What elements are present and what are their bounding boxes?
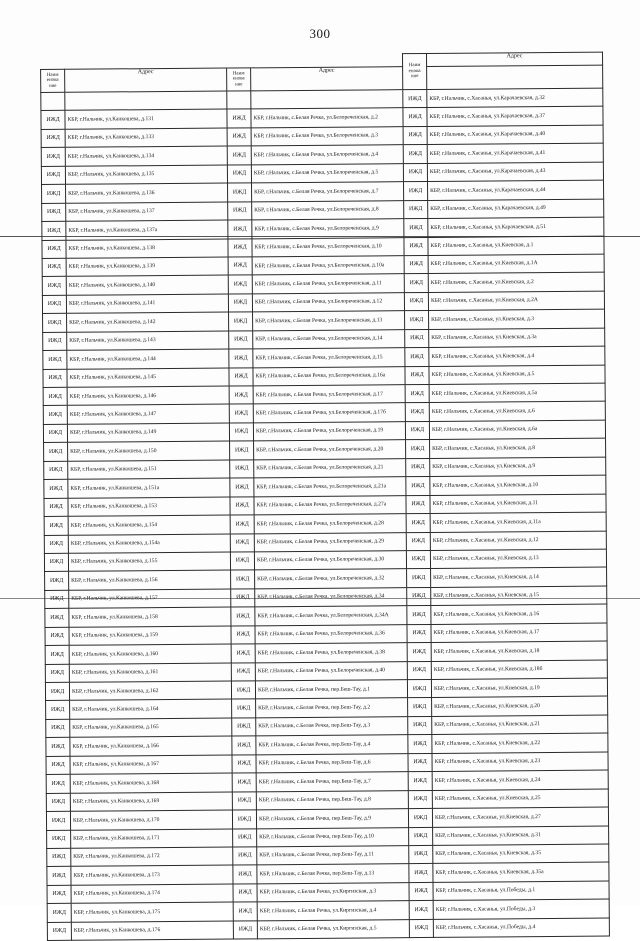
address-cell: КБР, г.Нальчик, с.Хасанья, ул.Киевская, д.3 (429, 309, 605, 329)
building-type-cell: ИЖД (406, 532, 430, 551)
building-type-cell: ИЖД (403, 182, 427, 201)
building-type-cell: ИЖД (405, 366, 429, 385)
address-cell: КБР, г.Нальчик, с.Хасанья, ул.Киевская, д.18 (431, 641, 607, 661)
building-type-cell: ИЖД (407, 679, 431, 698)
address-cell: КБР, г.Нальчик, ул.Канкошева, д.164 (70, 699, 232, 719)
building-type-cell: ИЖД (404, 292, 428, 311)
building-type-cell: ИЖД (229, 312, 253, 331)
building-type-cell: ИЖД (44, 443, 68, 462)
header-spacer (250, 54, 402, 68)
column-header-type-2: Наим енова ние (227, 68, 251, 91)
building-type-cell: ИЖД (46, 756, 70, 775)
building-type-cell: ИЖД (409, 845, 433, 864)
address-cell: КБР, г.Нальчик, с.Белая Речка, пер.Беш-Тау, д.6 (256, 753, 408, 773)
address-cell: КБР, г.Нальчик, с.Белая Речка, ул.Белореченская, д.28 (254, 514, 406, 534)
address-cell: КБР, г.Нальчик, с.Белая Речка, ул.Белореченская, д.40 (255, 661, 407, 681)
address-cell: КБР, г.Нальчик, ул.Канкошева, д.156 (69, 570, 231, 590)
header-spacer (226, 55, 250, 68)
address-cell: КБР, г.Нальчик, с.Хасанья, ул.Карачаевская, д.41 (427, 143, 603, 163)
building-type-cell: ИЖД (406, 514, 430, 533)
building-type-cell: ИЖД (406, 477, 430, 496)
address-cell: КБР, г.Нальчик, ул.Канкошева, д.174 (71, 884, 233, 904)
building-type-cell: ИЖД (42, 203, 66, 222)
address-cell: КБР, г.Нальчик, ул.Канкошева, д.159 (69, 626, 231, 646)
address-cell: КБР, г.Нальчик, ул.Канкошева, д.146 (67, 386, 229, 406)
address-cell: КБР, г.Нальчик, с.Белая Речка, ул.Белореченская, д.11 (252, 274, 404, 294)
address-cell: КБР, г.Нальчик, ул.Канкошева, д.151а (68, 478, 230, 498)
building-type-cell: ИЖД (229, 423, 253, 442)
building-type-cell: ИЖД (408, 716, 432, 735)
address-cell: КБР, г.Нальчик, с.Белая Речка, ул.Белореченская, д.8 (252, 200, 404, 220)
building-type-cell: ИЖД (229, 404, 253, 423)
building-type-cell: ИЖД (405, 421, 429, 440)
building-type-cell: ИЖД (406, 440, 430, 459)
address-cell: КБР, г.Нальчик, с.Хасанья, ул.Карачаевская, д.32 (427, 88, 603, 108)
address-cell: КБР, г.Нальчик, ул.Канкошева, д.154а (68, 534, 230, 554)
address-cell: КБР, г.Нальчик, ул.Канкошева, д.142 (67, 312, 229, 332)
column-header-address-1: Адрес (65, 68, 227, 92)
building-type-cell: ИЖД (232, 736, 256, 755)
address-cell: КБР, г.Нальчик, с.Хасанья, ул.Киевская, д.13 (430, 549, 606, 569)
address-cell: КБР, г.Нальчик, ул.Канкошева, д.151 (68, 460, 230, 480)
address-cell: КБР, г.Нальчик, с.Хасанья, ул.Киевская, д.5а (429, 383, 605, 403)
address-cell: КБР, г.Нальчик, с.Белая Речка, ул.Белореченская, д.9 (252, 219, 404, 239)
building-type-cell: ИЖД (47, 885, 71, 904)
building-type-cell: ИЖД (228, 201, 252, 220)
building-type-cell: ИЖД (42, 240, 66, 259)
address-cell: КБР, г.Нальчик, с.Белая Речка, ул.Белореченская, д.4 (251, 145, 403, 165)
building-type-cell: ИЖД (404, 274, 428, 293)
address-cell: КБР, г.Нальчик, ул.Канкошева, д.137а (66, 220, 228, 240)
address-cell: КБР, г.Нальчик, с.Хасанья, ул.Карачаевская, д.49 (428, 199, 604, 219)
address-cell: КБР, г.Нальчик, с.Белая Речка, ул.Белореченская, д.27а (254, 495, 406, 515)
building-type-cell: ИЖД (233, 884, 257, 903)
building-type-cell: ИЖД (229, 367, 253, 386)
building-type-cell: ИЖД (409, 901, 433, 920)
address-cell: КБР, г.Нальчик, с.Хасанья, ул.Киевская, д.35а (433, 862, 609, 882)
address-cell: КБР, г.Нальчик, с.Хасанья, ул.Киевская, д.2А (428, 291, 604, 311)
address-cell: КБР, г.Нальчик, с.Хасанья, ул.Киевская, д.19 (431, 678, 607, 698)
building-type-cell: ИЖД (232, 791, 256, 810)
address-cell: КБР, г.Нальчик, ул.Канкошева, д.160 (69, 644, 231, 664)
page-number: 300 (309, 26, 331, 41)
building-type-cell: ИЖД (407, 587, 431, 606)
building-type-cell: ИЖД (44, 461, 68, 480)
building-type-cell: ИЖД (43, 314, 67, 333)
building-type-cell: ИЖД (232, 699, 256, 718)
building-type-cell: ИЖД (408, 809, 432, 828)
address-cell: КБР, г.Нальчик, с.Хасанья, ул.Киевская, д.12 (430, 531, 606, 551)
building-type-cell: ИЖД (406, 550, 430, 569)
building-type-cell: ИЖД (228, 275, 252, 294)
address-cell: КБР, г.Нальчик, с.Белая Речка, ул.Белореченская, д.13 (253, 311, 405, 331)
address-cell: КБР, г.Нальчик, с.Хасанья, ул.Киевская, д.2 (428, 272, 604, 292)
address-cell: КБР, г.Нальчик, с.Белая Речка, пер.Беш-Тау, д.2 (256, 698, 408, 718)
building-type-cell: ИЖД (404, 200, 428, 219)
address-cell: КБР, г.Нальчик, ул.Канкошева, д.134 (65, 146, 227, 166)
building-type-cell: ИЖД (41, 111, 65, 130)
building-type-cell: ИЖД (43, 387, 67, 406)
building-type-cell: ИЖД (43, 424, 67, 443)
address-cell: КБР, г.Нальчик, с.Хасанья, ул.Киевская, д.9 (430, 457, 606, 477)
address-cell: КБР, г.Нальчик, с.Хасанья, ул.Киевская, д.3а (429, 328, 605, 348)
building-type-cell: ИЖД (45, 590, 69, 609)
column-header-address-2: Адрес (251, 67, 403, 91)
address-cell: КБР, г.Нальчик, с.Хасанья, ул.Киевская, д.35 (433, 844, 609, 864)
building-type-cell: ИЖД (43, 350, 67, 369)
address-cell: КБР, г.Нальчик, ул.Канкошева, д.147 (67, 404, 229, 424)
building-type-cell (227, 91, 251, 110)
building-type-cell: ИЖД (231, 662, 255, 681)
building-type-cell: ИЖД (403, 108, 427, 127)
building-type-cell: ИЖД (232, 773, 256, 792)
address-cell: КБР, г.Нальчик, ул.Канкошева, д.176 (71, 921, 233, 941)
address-cell: КБР, г.Нальчик, с.Хасанья, ул.Киевская, д.25 (432, 789, 608, 809)
building-type-cell (41, 92, 65, 111)
building-type-cell: ИЖД (409, 827, 433, 846)
building-type-cell: ИЖД (407, 569, 431, 588)
column-header-address-3: Адрес (426, 52, 602, 66)
address-cell: КБР, г.Нальчик, ул.Канкошева, д.149 (67, 423, 229, 443)
address-cell: КБР, г.Нальчик, с.Белая Речка, ул.Киргизская, д.5 (257, 919, 409, 939)
address-cell: КБР, г.Нальчик, с.Белая Речка, ул.Белореченская, д.30 (254, 551, 406, 571)
building-type-cell: ИЖД (46, 774, 70, 793)
building-type-cell: ИЖД (47, 830, 71, 849)
building-type-cell: ИЖД (227, 128, 251, 147)
building-type-cell: ИЖД (408, 753, 432, 772)
address-cell: КБР, г.Нальчик, с.Хасанья, ул.Победы, д.4 (433, 918, 609, 938)
building-type-cell: ИЖД (228, 294, 252, 313)
address-cell: КБР, г.Нальчик, ул.Канкошева, д.165 (70, 718, 232, 738)
building-type-cell: ИЖД (405, 329, 429, 348)
building-type-cell: ИЖД (405, 311, 429, 330)
address-cell: КБР, г.Нальчик, с.Хасанья, ул.Победы, д.3 (433, 899, 609, 919)
address-cell: КБР, г.Нальчик, с.Хасанья, ул.Киевская, д.5 (429, 365, 605, 385)
building-type-cell: ИЖД (42, 295, 66, 314)
building-type-cell: ИЖД (227, 165, 251, 184)
address-cell: КБР, г.Нальчик, ул.Канкошева, д.170 (70, 810, 232, 830)
address-cell: КБР, г.Нальчик, с.Белая Речка, ул.Киргизская, д.4 (257, 901, 409, 921)
address-cell: КБР, г.Нальчик, с.Белая Речка, пер.Беш-Тау, д.1 (255, 680, 407, 700)
building-type-cell: ИЖД (231, 607, 255, 626)
building-type-cell: ИЖД (43, 332, 67, 351)
building-type-cell: ИЖД (230, 478, 254, 497)
address-cell: КБР, г.Нальчик, ул.Канкошева, д.150 (68, 441, 230, 461)
address-cell: КБР, г.Нальчик, ул.Канкошева, д.153 (68, 497, 230, 517)
building-type-cell: ИЖД (403, 126, 427, 145)
building-type-cell: ИЖД (41, 166, 65, 185)
address-cell: КБР, г.Нальчик, с.Белая Речка, пер.Беш-Тау, д.10 (257, 827, 409, 847)
address-cell: КБР, г.Нальчик, с.Белая Речка, пер.Беш-Тау, д.11 (257, 846, 409, 866)
address-cell: КБР, г.Нальчик, с.Хасанья, ул.Киевская, д.6а (429, 420, 605, 440)
address-cell: КБР, г.Нальчик, с.Белая Речка, пер.Беш-Тау, д.7 (256, 772, 408, 792)
building-type-cell: ИЖД (229, 386, 253, 405)
building-type-cell: ИЖД (45, 645, 69, 664)
address-cell: КБР, г.Нальчик, ул.Канкошева, д.175 (71, 902, 233, 922)
building-type-cell: ИЖД (43, 406, 67, 425)
address-cell: КБР, г.Нальчик, ул.Канкошева, д.133 (65, 128, 227, 148)
address-cell: КБР, г.Нальчик, с.Белая Речка, пер.Беш-Тау, д.4 (256, 735, 408, 755)
address-cell: КБР, г.Нальчик, ул.Канкошева, д.154 (68, 515, 230, 535)
building-type-cell: ИЖД (43, 369, 67, 388)
building-type-cell: ИЖД (230, 460, 254, 479)
building-type-cell: ИЖД (230, 515, 254, 534)
address-cell: КБР, г.Нальчик, с.Белая Речка, ул.Белореченская, д.20 (254, 440, 406, 460)
address-cell: КБР, г.Нальчик, ул.Канкошева, д.157 (69, 589, 231, 609)
building-type-cell: ИЖД (231, 589, 255, 608)
address-cell: КБР, г.Нальчик, с.Белая Речка, ул.Белореченская, д.38 (255, 643, 407, 663)
building-type-cell: ИЖД (46, 811, 70, 830)
address-cell: КБР, г.Нальчик, с.Белая Речка, пер.Беш-Тау, д.8 (256, 790, 408, 810)
table-body (41, 88, 610, 941)
column-header-type-1: Наим енова ние (41, 69, 65, 92)
building-type-cell: ИЖД (407, 643, 431, 662)
address-cell: КБР, г.Нальчик, ул.Канкошева, д.143 (67, 331, 229, 351)
building-type-cell: ИЖД (45, 609, 69, 628)
address-cell: КБР, г.Нальчик, с.Белая Речка, ул.Белореченская, д.15 (253, 348, 405, 368)
building-type-cell: ИЖД (45, 664, 69, 683)
building-type-cell: ИЖД (405, 348, 429, 367)
address-cell: КБР, г.Нальчик, с.Хасанья, ул.Киевская, д.11 (430, 494, 606, 514)
address-cell: КБР, г.Нальчик, ул.Канкошева, д.162 (69, 681, 231, 701)
building-type-cell: ИЖД (233, 828, 257, 847)
building-type-cell: ИЖД (405, 384, 429, 403)
address-cell: КБР, г.Нальчик, с.Хасанья, ул.Победы, д.1 (433, 881, 609, 901)
building-type-cell: ИЖД (232, 718, 256, 737)
address-cell: КБР, г.Нальчик, ул.Канкошева, д.161 (69, 663, 231, 683)
building-type-cell: ИЖД (404, 255, 428, 274)
column-header-address-3-cont (427, 65, 603, 89)
address-cell: КБР, г.Нальчик, с.Хасанья, ул.Киевская, д.18б (431, 660, 607, 680)
address-cell: КБР, г.Нальчик, с.Хасанья, ул.Киевская, д.6 (429, 402, 605, 422)
building-type-cell: ИЖД (407, 624, 431, 643)
building-type-cell: ИЖД (408, 772, 432, 791)
building-type-cell: ИЖД (407, 661, 431, 680)
building-type-cell: ИЖД (46, 719, 70, 738)
building-type-cell: ИЖД (44, 516, 68, 535)
building-type-cell: ИЖД (230, 552, 254, 571)
address-cell: КБР, г.Нальчик, с.Хасанья, ул.Киевская, д.14 (431, 567, 607, 587)
building-type-cell: ИЖД (230, 533, 254, 552)
address-cell: КБР, г.Нальчик, ул.Канкошева, д.131 (65, 109, 227, 129)
address-cell: КБР, г.Нальчик, с.Хасанья, ул.Карачаевская, д.37 (427, 107, 603, 127)
address-cell: КБР, г.Нальчик, ул.Канкошева, д.171 (71, 829, 233, 849)
building-type-cell: ИЖД (407, 606, 431, 625)
building-type-cell: ИЖД (46, 701, 70, 720)
building-type-cell: ИЖД (228, 257, 252, 276)
address-cell: КБР, г.Нальчик, с.Белая Речка, ул.Белореченская, д.17 (253, 385, 405, 405)
address-cell: КБР, г.Нальчик, ул.Канкошева, д.140 (66, 275, 228, 295)
building-type-cell: ИЖД (409, 882, 433, 901)
building-type-cell: ИЖД (229, 331, 253, 350)
address-cell: КБР, г.Нальчик, с.Хасанья, ул.Киевская, д.24 (432, 770, 608, 790)
building-type-cell: ИЖД (403, 163, 427, 182)
address-cell: КБР, г.Нальчик, ул.Канкошева, д.168 (70, 773, 232, 793)
building-type-cell: ИЖД (47, 922, 71, 941)
address-cell: КБР, г.Нальчик, с.Белая Речка, ул.Белореченская, д.2 (251, 108, 403, 128)
building-type-cell: ИЖД (233, 921, 257, 940)
address-cell: КБР, г.Нальчик, с.Хасанья, ул.Киевская, д.31 (433, 826, 609, 846)
address-cell: КБР, г.Нальчик, с.Белая Речка, ул.Белореченская, д.34А (255, 606, 407, 626)
building-type-cell: ИЖД (228, 220, 252, 239)
address-cell: КБР, г.Нальчик, с.Белая Речка, ул.Белореченская, д.19 (253, 422, 405, 442)
address-cell (65, 91, 227, 111)
address-cell: КБР, г.Нальчик, с.Хасанья, ул.Киевская, д.27 (432, 807, 608, 827)
address-cell: КБР, г.Нальчик, с.Белая Речка, пер.Беш-Тау, д.3 (256, 717, 408, 737)
address-table (40, 52, 609, 941)
address-cell: КБР, г.Нальчик, с.Хасанья, ул.Карачаевская, д.43 (427, 162, 603, 182)
building-type-cell: ИЖД (47, 848, 71, 867)
building-type-cell: ИЖД (231, 644, 255, 663)
address-cell: КБР, г.Нальчик, с.Белая Речка, ул.Белореченская, д.14 (253, 329, 405, 349)
address-cell: КБР, г.Нальчик, с.Белая Речка, пер.Беш-Тау, д.13 (257, 864, 409, 884)
address-cell: КБР, г.Нальчик, с.Белая Речка, ул.Белореченская, д.7 (252, 182, 404, 202)
address-cell (251, 90, 403, 110)
table-row (47, 918, 609, 941)
address-cell: КБР, г.Нальчик, с.Белая Речка, ул.Белореченская, д.36 (255, 624, 407, 644)
address-cell: КБР, г.Нальчик, с.Хасанья, ул.Киевская, д.17 (431, 623, 607, 643)
address-cell: КБР, г.Нальчик, с.Хасанья, ул.Киевская, д.8 (430, 438, 606, 458)
address-cell: КБР, г.Нальчик, с.Хасанья, ул.Киевская, д.23 (432, 752, 608, 772)
address-cell: КБР, г.Нальчик, ул.Канкошева, д.166 (70, 736, 232, 756)
building-type-cell: ИЖД (47, 904, 71, 923)
address-cell: КБР, г.Нальчик, ул.Канкошева, д.145 (67, 368, 229, 388)
address-cell: КБР, г.Нальчик, ул.Канкошева, д.172 (71, 847, 233, 867)
address-cell: КБР, г.Нальчик, с.Белая Речка, ул.Белореченская, д.17б (253, 403, 405, 423)
address-cell: КБР, г.Нальчик, с.Белая Речка, ул.Белореченская, д.16а (253, 366, 405, 386)
address-cell: КБР, г.Нальчик, ул.Канкошева, д.144 (67, 349, 229, 369)
building-type-cell: ИЖД (44, 553, 68, 572)
building-type-cell: ИЖД (44, 479, 68, 498)
building-type-cell: ИЖД (229, 349, 253, 368)
address-cell: КБР, г.Нальчик, с.Хасанья, ул.Карачаевская, д.44 (427, 180, 603, 200)
building-type-cell: ИЖД (42, 258, 66, 277)
address-cell: КБР, г.Нальчик, с.Хасанья, ул.Киевская, д.1 (428, 236, 604, 256)
building-type-cell: ИЖД (232, 755, 256, 774)
building-type-cell: ИЖД (408, 790, 432, 809)
building-type-cell: ИЖД (408, 698, 432, 717)
building-type-cell: ИЖД (44, 535, 68, 554)
address-cell: КБР, г.Нальчик, ул.Канкошева, д.167 (70, 755, 232, 775)
building-type-cell: ИЖД (230, 496, 254, 515)
address-cell: КБР, г.Нальчик, с.Хасанья, ул.Киевская, д.11а (430, 512, 606, 532)
address-cell: КБР, г.Нальчик, ул.Канкошева, д.138 (66, 239, 228, 259)
building-type-cell: ИЖД (227, 146, 251, 165)
address-cell: КБР, г.Нальчик, с.Хасанья, ул.Киевская, д.1А (428, 254, 604, 274)
address-cell: КБР, г.Нальчик, с.Хасанья, ул.Киевская, д.4 (429, 346, 605, 366)
building-type-cell: ИЖД (406, 495, 430, 514)
building-type-cell: ИЖД (227, 109, 251, 128)
building-type-cell: ИЖД (405, 403, 429, 422)
building-type-cell: ИЖД (403, 89, 427, 108)
address-cell: КБР, г.Нальчик, с.Хасанья, ул.Киевская, д.21 (432, 715, 608, 735)
address-cell: КБР, г.Нальчик, с.Хасанья, ул.Киевская, д.16 (431, 604, 607, 624)
building-type-cell: ИЖД (228, 238, 252, 257)
building-type-cell: ИЖД (232, 810, 256, 829)
address-cell: КБР, г.Нальчик, с.Белая Речка, ул.Белореченская, д.10 (252, 237, 404, 257)
address-cell: КБР, г.Нальчик, с.Белая Речка, ул.Белореченская, д.3 (251, 127, 403, 147)
address-cell: КБР, г.Нальчик, ул.Канкошева, д.155 (68, 552, 230, 572)
address-cell: КБР, г.Нальчик, ул.Канкошева, д.141 (66, 294, 228, 314)
address-cell: КБР, г.Нальчик, с.Хасанья, ул.Карачаевская, д.51 (428, 217, 604, 237)
building-type-cell: ИЖД (42, 184, 66, 203)
building-type-cell: ИЖД (42, 221, 66, 240)
address-cell: КБР, г.Нальчик, с.Белая Речка, ул.Белореченская, д.21 (254, 458, 406, 478)
building-type-cell: ИЖД (45, 682, 69, 701)
building-type-cell: ИЖД (47, 867, 71, 886)
building-type-cell: ИЖД (231, 681, 255, 700)
address-cell: КБР, г.Нальчик, с.Хасанья, ул.Карачаевская, д.40 (427, 125, 603, 145)
column-header-type-3: Наим енова ние (402, 53, 426, 89)
header-spacer (65, 55, 227, 69)
address-cell: КБР, г.Нальчик, ул.Канкошева, д.136 (66, 183, 228, 203)
address-cell: КБР, г.Нальчик, с.Белая Речка, ул.Белореченская, д.5 (251, 163, 403, 183)
building-type-cell: ИЖД (404, 219, 428, 238)
building-type-cell: ИЖД (409, 919, 433, 938)
address-cell: КБР, г.Нальчик, ул.Канкошева, д.135 (65, 165, 227, 185)
building-type-cell: ИЖД (403, 145, 427, 164)
header-spacer (41, 56, 65, 69)
address-cell: КБР, г.Нальчик, ул.Канкошева, д.137 (66, 202, 228, 222)
address-cell: КБР, г.Нальчик, с.Белая Речка, ул.Белореченская, д.29 (254, 532, 406, 552)
address-cell: КБР, г.Нальчик, с.Белая Речка, ул.Белореченская, д.21а (254, 477, 406, 497)
building-type-cell: ИЖД (233, 902, 257, 921)
address-cell: КБР, г.Нальчик, с.Хасанья, ул.Киевская, д.15 (431, 586, 607, 606)
building-type-cell: ИЖД (46, 793, 70, 812)
building-type-cell: ИЖД (44, 498, 68, 517)
address-cell: КБР, г.Нальчик, с.Белая Речка, ул.Белореченская, д.12 (252, 292, 404, 312)
building-type-cell: ИЖД (233, 847, 257, 866)
building-type-cell: ИЖД (46, 738, 70, 757)
building-type-cell: ИЖД (408, 735, 432, 754)
address-cell: КБР, г.Нальчик, с.Белая Речка, пер.Беш-Тау, д.9 (256, 809, 408, 829)
address-cell: КБР, г.Нальчик, с.Хасанья, ул.Киевская, д.20 (432, 696, 608, 716)
building-type-cell: ИЖД (45, 627, 69, 646)
address-cell: КБР, г.Нальчик, ул.Канкошева, д.139 (66, 257, 228, 277)
building-type-cell: ИЖД (41, 129, 65, 148)
address-cell: КБР, г.Нальчик, с.Белая Речка, ул.Белореченская, д.34 (255, 587, 407, 607)
address-cell: КБР, г.Нальчик, с.Белая Речка, ул.Белореченская, д.10а (252, 256, 404, 276)
building-type-cell: ИЖД (233, 865, 257, 884)
address-cell: КБР, г.Нальчик, с.Белая Речка, ул.Киргизская, д.3 (257, 882, 409, 902)
building-type-cell: ИЖД (409, 864, 433, 883)
building-type-cell: ИЖД (42, 277, 66, 296)
building-type-cell: ИЖД (404, 237, 428, 256)
building-type-cell: ИЖД (228, 183, 252, 202)
address-cell: КБР, г.Нальчик, с.Белая Речка, ул.Белореченская, д.32 (255, 569, 407, 589)
building-type-cell: ИЖД (41, 148, 65, 167)
building-type-cell: ИЖД (231, 570, 255, 589)
building-type-cell: ИЖД (406, 458, 430, 477)
building-type-cell: ИЖД (230, 441, 254, 460)
address-cell: КБР, г.Нальчик, ул.Канкошева, д.173 (71, 865, 233, 885)
building-type-cell: ИЖД (231, 626, 255, 645)
address-cell: КБР, г.Нальчик, ул.Канкошева, д.169 (70, 792, 232, 812)
building-type-cell: ИЖД (45, 572, 69, 591)
address-cell: КБР, г.Нальчик, ул.Канкошева, д.158 (69, 607, 231, 627)
address-cell: КБР, г.Нальчик, с.Хасанья, ул.Киевская, д.22 (432, 733, 608, 753)
address-cell: КБР, г.Нальчик, с.Хасанья, ул.Киевская, д.10 (430, 475, 606, 495)
